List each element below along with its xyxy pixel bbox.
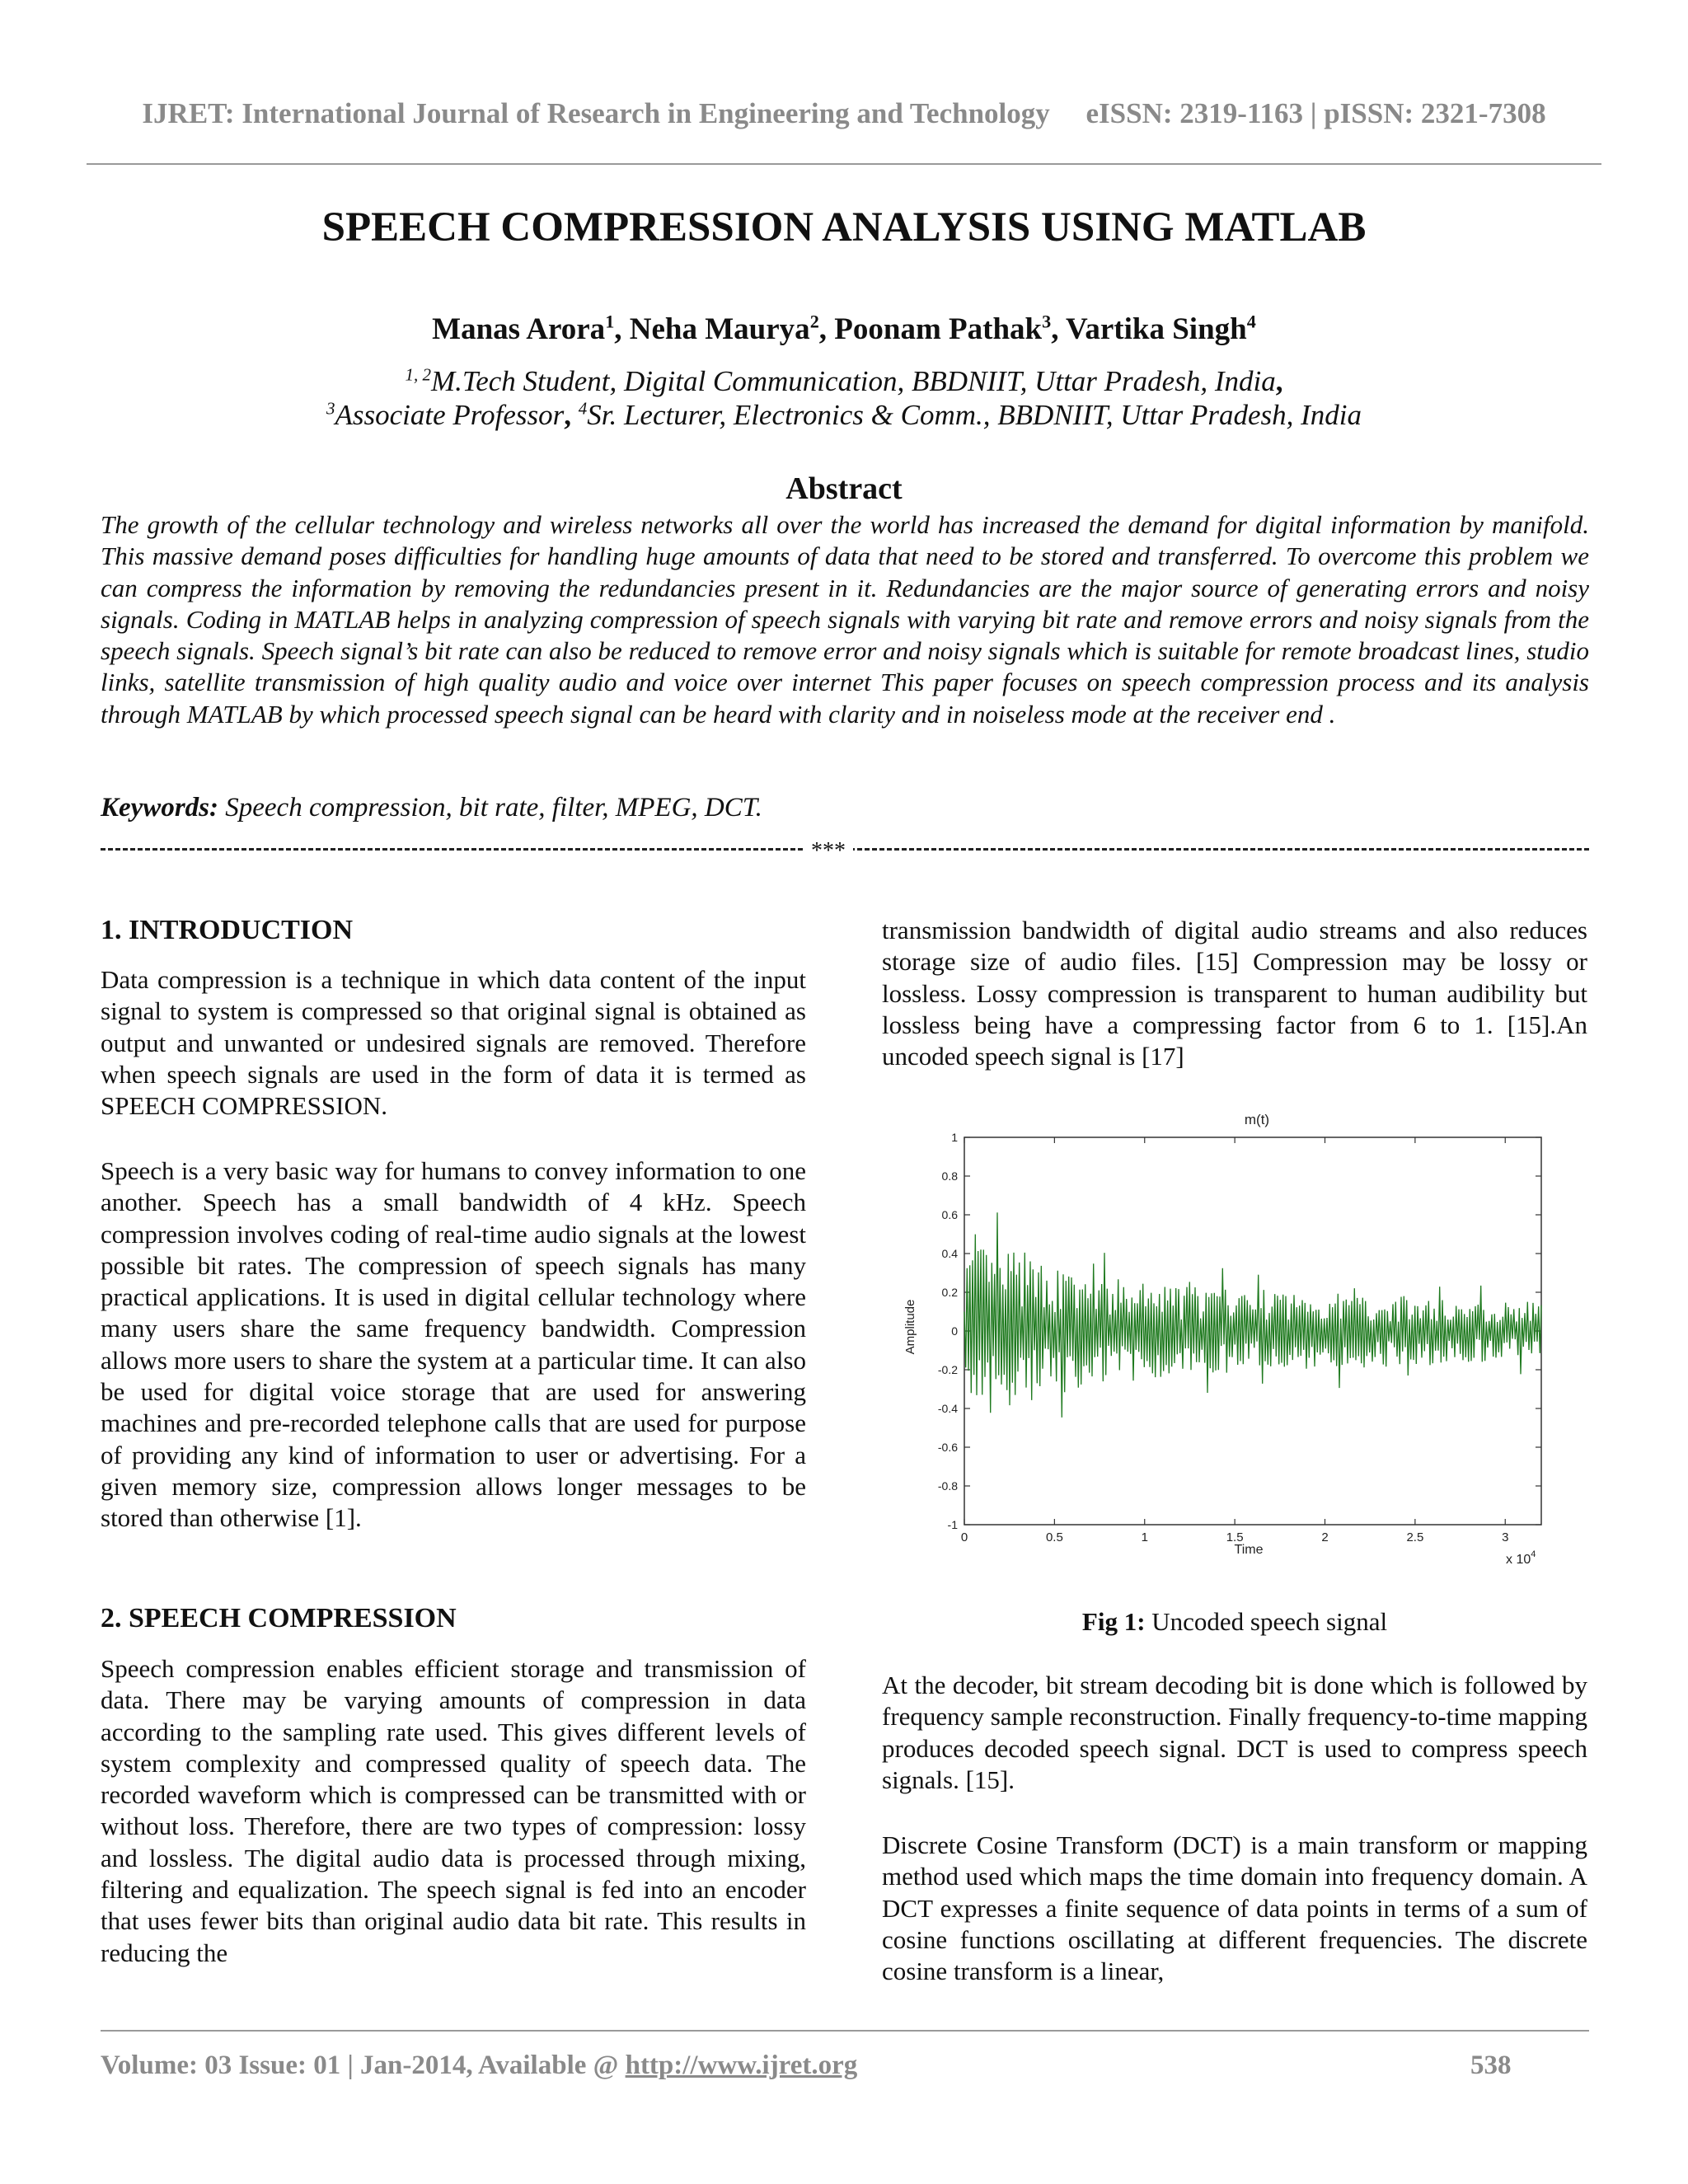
x-tick-label: 1.5 (1226, 1530, 1244, 1544)
y-tick-label: -0.4 (937, 1402, 958, 1415)
y-tick-label: -0.8 (937, 1479, 958, 1493)
x-axis-multiplier: x $10^4$ (1506, 1549, 1536, 1567)
abstract-text: The growth of the cellular technology and wireless networks all over the world has increased the demand for digital information by manifold. This massive demand poses difficulties for handling huge amounts of data that need to be stored and transferred. To overcome this problem we can compress the information by removing the redundancies present in it. Redundancies are the major source of generating errors and noisy signals. Coding in MATLAB helps in analyzing compression of speech signals with varying bit rate and remove errors and noisy signals from the speech signals. Speech signal’s bit rate can also be reduced to remove error and noisy signals which is suitable for remote broadcast lines, studio links, satellite transmission of high quality audio and voice over internet This paper focuses on speech compression process and its analysis through MATLAB by which processed speech signal can be heard with clarity and in noiseless mode at the receiver end . (101, 510, 1589, 729)
introduction-paragraph-2: Speech is a very basic way for humans to convey information to one another. Speech has a small bandwidth of 4 kHz. Speech compression involves coding of real-time audio signals at the lowest possible bit rates. The compression of speech signals has many practical applications. It is used in digital cellular technology where many users share the same frequency bandwidth. Compression allows more users to share the system at a particular time. It can also be used for digital voice storage that are used for answering machines and pre-recorded telephone calls that are used for purpose of providing any kind of information to user or advertising. For a given memory size, compression allows longer messages to be stored than otherwise [1]. (101, 1156, 806, 1533)
page-number: 538 (1470, 2050, 1512, 2080)
section-heading-speech-compression: 2. SPEECH COMPRESSION (101, 1603, 457, 1633)
figure-caption-text: Uncoded speech signal (1151, 1607, 1388, 1636)
y-axis-label: Amplitude (903, 1299, 917, 1355)
y-tick-label: 0.6 (941, 1208, 958, 1221)
introduction-paragraph-1: Data compression is a technique in which data content of the input signal to system is compressed so that original signal is obtained as output and unwanted or undesired signals are removed. Therefore when speech signals are used in the form of data it is termed as SPEECH COMPRESSION. (101, 965, 806, 1121)
x-tick-label: 2.5 (1406, 1530, 1424, 1544)
plot-area (938, 1131, 1541, 1544)
header-divider (87, 163, 1601, 165)
y-tick-label: -1 (947, 1518, 958, 1531)
figure-caption (882, 1607, 1587, 1637)
author-list: Manas Arora$^1$, Neha Maurya$^2$, Poonam Pathak$^3$, Vartika Singh$^4$ (432, 311, 1256, 346)
footer-divider (101, 2030, 1589, 2032)
journal-issn: eISSN: 2319-1163 | pISSN: 2321-7308 (1085, 97, 1546, 129)
keywords-label: Keywords: (101, 793, 218, 823)
keywords-text: Speech compression, bit rate, filter, MPEG, DCT. (225, 793, 762, 823)
x-tick-label: 0.5 (1045, 1530, 1063, 1544)
affiliation-line-2: $^3$Associate Professor, $^4$Sr. Lecturer, Electronics & Comm., BBDNIIT, Uttar Pradesh, India (326, 398, 1362, 431)
figure-caption-label: Fig 1: (1081, 1607, 1146, 1636)
separator-stars: *** (804, 844, 853, 859)
x-tick-label: 3 (1502, 1530, 1509, 1544)
footer-volume: Volume: 03 Issue: 01 | Jan-2014, Available @ http://www.ijret.org (101, 2050, 858, 2080)
y-tick-label: 1 (951, 1131, 958, 1144)
x-tick-label: 1 (1141, 1530, 1148, 1544)
y-tick-label: 0.4 (941, 1247, 958, 1260)
y-tick-label: 0.2 (941, 1286, 958, 1299)
chart-title: m(t) (1244, 1112, 1270, 1127)
right-paragraph-2: At the decoder, bit stream decoding bit is done which is followed by frequency sample reconstruction. Finally frequency-to-time mapping produces decoded speech signal. DCT is used to compress speech signals. [15]. (882, 1671, 1587, 1794)
journal-header (0, 97, 1688, 130)
speech-signal-chart (894, 1104, 1554, 1578)
right-paragraph-1: transmission bandwidth of digital audio streams and also reduces storage size of audio files. [15] Compression may be lossy or lossless. Lossy compression is transparent to human audibility but lossless being have a compressing factor from 6 to 1. [15].An uncoded speech signal is [17] (882, 916, 1587, 1071)
author-name: Vartika Singh (1066, 312, 1247, 346)
author-name: Poonam Pathak (834, 312, 1043, 346)
x-tick-label: 2 (1321, 1530, 1329, 1544)
y-tick-label: -0.6 (937, 1441, 958, 1454)
abstract-heading: Abstract (785, 471, 903, 506)
paper-title: SPEECH COMPRESSION ANALYSIS USING MATLAB (321, 204, 1367, 251)
keywords (101, 793, 1589, 823)
y-tick-label: -0.2 (937, 1363, 958, 1376)
right-paragraph-3: Discrete Cosine Transform (DCT) is a main transform or mapping method used which maps the time domain into frequency domain. A DCT expresses a finite sequence of data points in terms of a sum of cosine functions oscillating at different frequencies. The discrete cosine transform is a linear, (882, 1830, 1587, 1986)
author-name: Neha Maurya (629, 312, 810, 346)
affiliation-line-1: $^{1, 2}$M.Tech Student, Digital Communication, BBDNIIT, Uttar Pradesh, India, (405, 364, 1283, 397)
journal-link[interactable]: http://www.ijret.org (625, 2050, 858, 2080)
section-heading-introduction: 1. INTRODUCTION (101, 915, 354, 945)
signal-line (964, 1212, 1541, 1418)
author-name: Manas Arora (432, 312, 606, 346)
speech-compression-paragraph: Speech compression enables efficient storage and transmission of data. There may be varying amounts of compression in data according to the sampling rate used. This gives different levels of system complexity and compressed quality of speech data. The recorded waveform which is compressed can be transmitted with or without loss. Therefore, there are two types of compression: lossy and lossless. The digital audio data is processed through mixing, filtering and equalization. The speech signal is fed into an encoder that uses fewer bits than original audio data bit rate. This results in reducing the (101, 1654, 806, 1967)
y-tick-label: 0.8 (941, 1169, 958, 1183)
x-axis-label: Time (1234, 1543, 1264, 1557)
journal-name: IJRET: International Journal of Research in Engineering and Technology (142, 97, 1050, 129)
y-tick-label: 0 (951, 1324, 958, 1338)
x-tick-label: 0 (960, 1530, 968, 1544)
plot-frame (964, 1137, 1541, 1525)
